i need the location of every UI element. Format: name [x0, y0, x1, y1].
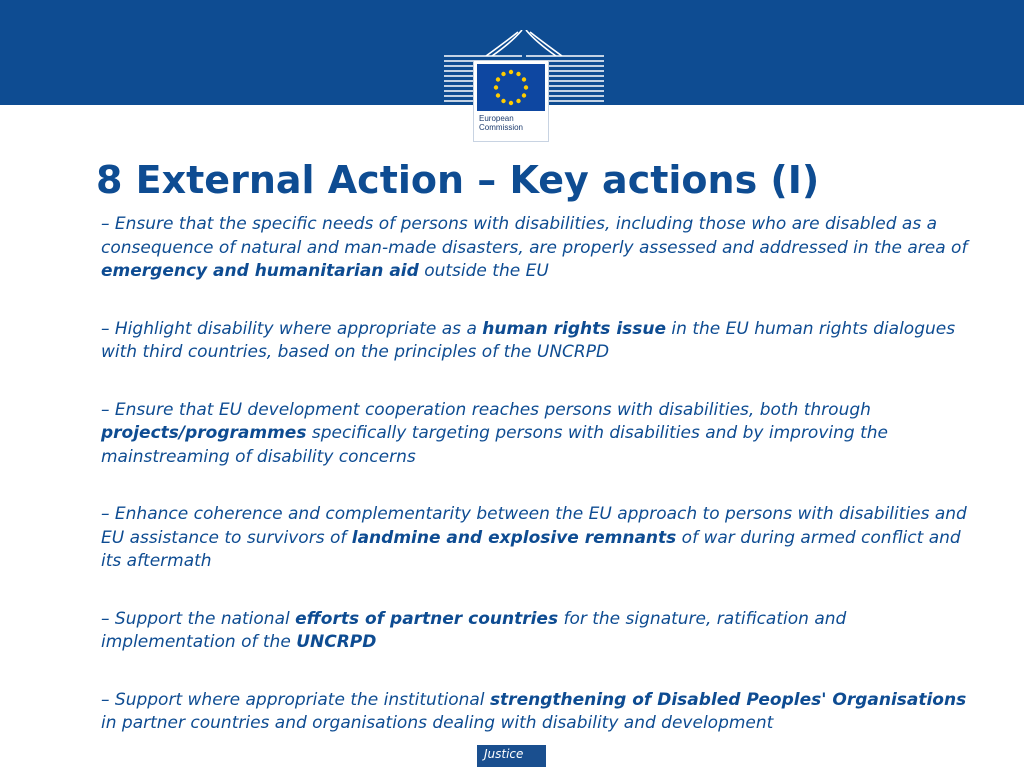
- page-title: 8 External Action – Key actions (I): [96, 158, 820, 202]
- key-action-text: for the signature, ratification and implementation of the: [101, 608, 847, 652]
- key-action-emphasis: projects/programmes: [101, 423, 307, 443]
- footer-tab-label: Justice: [484, 747, 524, 761]
- key-actions-list: [101, 213, 971, 770]
- key-action-item: [101, 318, 971, 365]
- key-action-text: – Highlight disability where appropriate as a: [101, 318, 483, 339]
- key-action-emphasis: strengthening of Disabled Peoples' Organisations: [489, 689, 967, 710]
- key-action-text: – Enhance coherence and complementarity between the EU approach to persons with disabilities and EU assistance to survivors of: [101, 504, 967, 548]
- footer-tab-justice: [476, 744, 547, 768]
- key-action-emphasis: landmine and explosive remnants: [351, 527, 677, 548]
- logo-line-2: Commission: [479, 123, 524, 132]
- key-action-text: specifically targeting persons with disabilities and by improving the mainstreaming of disability concerns: [101, 423, 888, 467]
- key-action-text: in partner countries and organisations dealing with disability and development: [101, 713, 774, 733]
- key-action-item: [101, 503, 971, 574]
- key-action-emphasis: UNCRPD: [296, 632, 377, 652]
- key-action-item: [101, 689, 971, 736]
- logo-line-1: European: [479, 114, 514, 123]
- key-action-item: [101, 213, 971, 284]
- key-action-text: in the EU human rights dialogues with third countries, based on the principles of the UNCRPD: [101, 318, 956, 362]
- key-action-item: [101, 399, 971, 470]
- key-action-text: – Support the national: [101, 608, 296, 629]
- logo-wordmark: [479, 114, 549, 132]
- key-action-emphasis: human rights issue: [482, 318, 667, 339]
- key-action-emphasis: efforts of partner countries: [295, 608, 559, 629]
- key-action-text: of war during armed conflict and its aftermath: [101, 527, 961, 571]
- key-action-emphasis: emergency and humanitarian aid: [101, 261, 419, 281]
- key-action-text: – Ensure that EU development cooperation reaches persons with disabilities, both through: [101, 399, 871, 420]
- eu-flag-icon: [477, 64, 545, 111]
- key-action-text: – Support where appropriate the institutional: [101, 689, 490, 710]
- key-action-text: – Ensure that the specific needs of persons with disabilities, including those who are disabled as a consequence of natural and man-made disasters, are properly assessed and addressed in the area of: [101, 214, 968, 258]
- key-action-item: [101, 608, 971, 655]
- key-action-text: outside the EU: [418, 261, 549, 281]
